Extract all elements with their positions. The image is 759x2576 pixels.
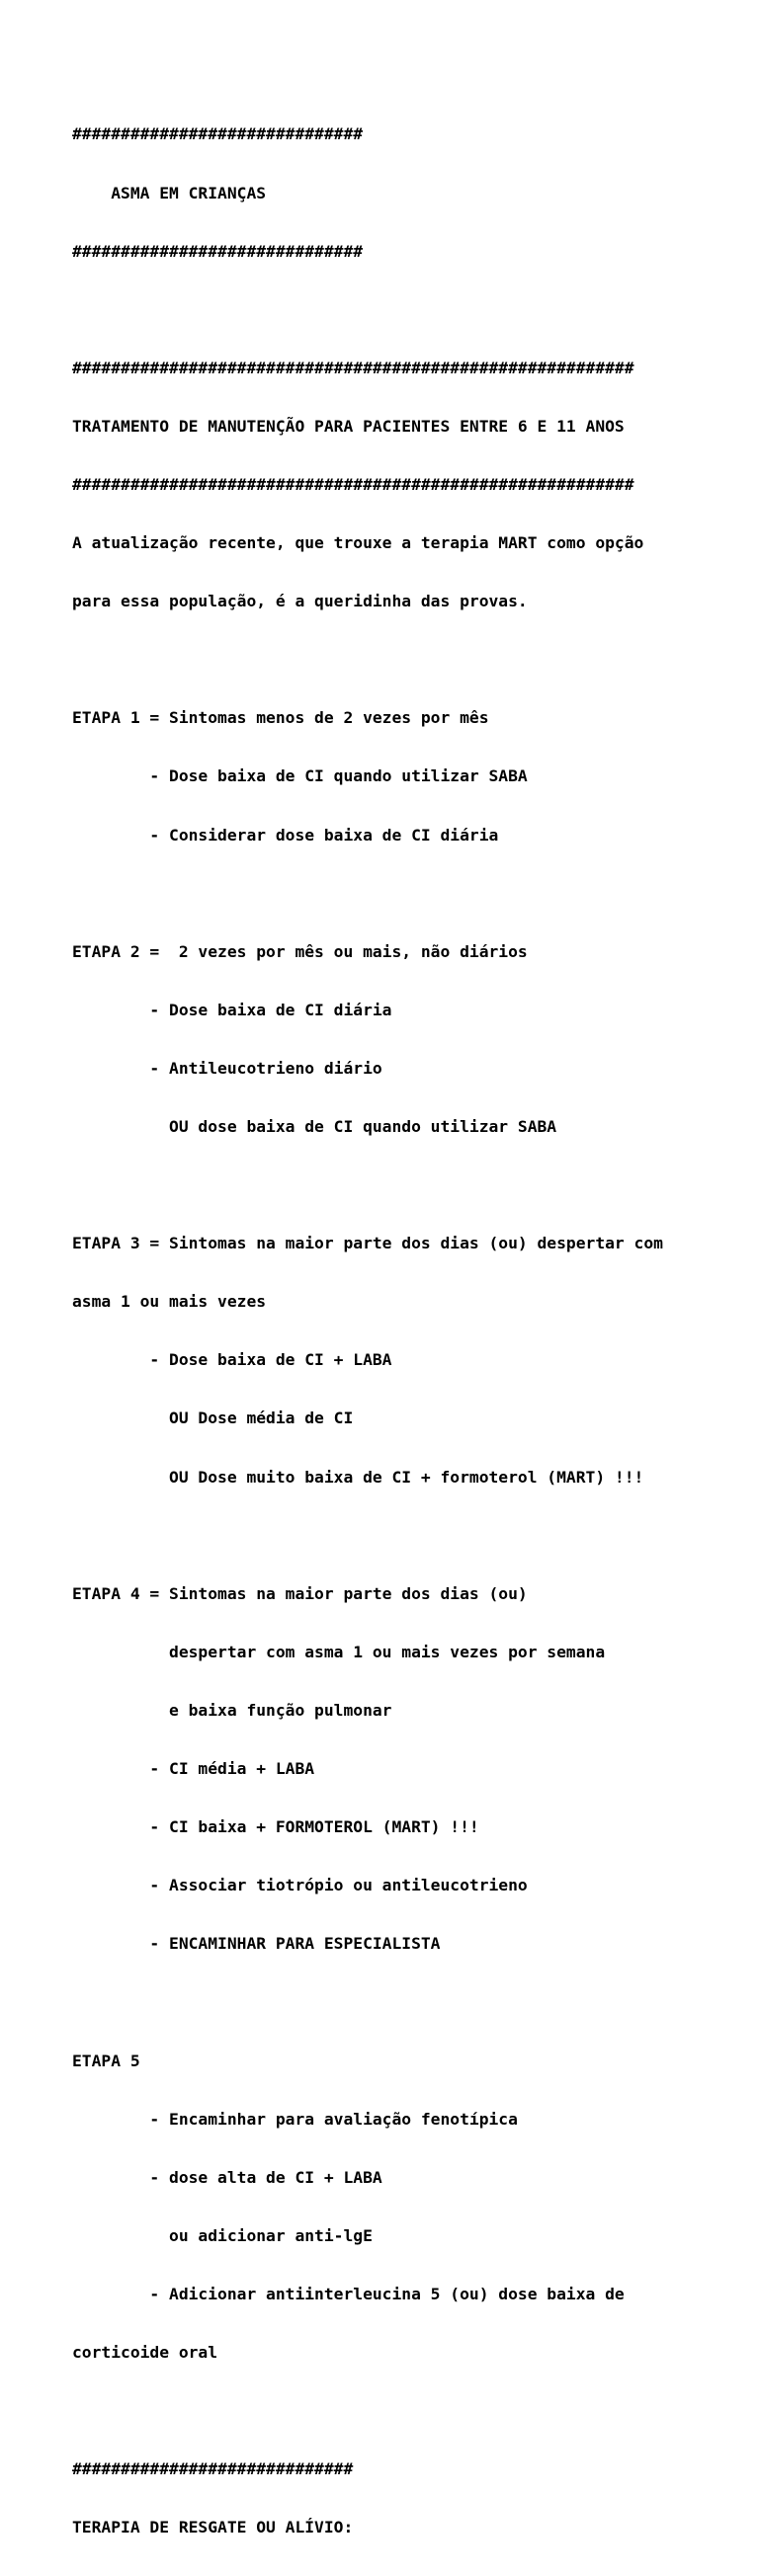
etapa-3-heading-continued: asma 1 ou mais vezes (72, 1292, 267, 1312)
etapa-4-heading-continued: e baixa função pulmonar (72, 1700, 392, 1720)
blank-line (72, 1526, 663, 1546)
etapa-3-heading: ETAPA 3 = Sintomas na maior parte dos dias (ou) despertar com (72, 1234, 663, 1253)
etapa-5-heading: ETAPA 5 (72, 2051, 140, 2070)
etapa-1-item: - Considerar dose baixa de CI diária (72, 825, 499, 845)
etapa-5-item-continued: corticoide oral (72, 2342, 218, 2362)
blank-line (72, 884, 663, 904)
etapa-1-item: - Dose baixa de CI quando utilizar SABA (72, 766, 528, 786)
title-rule-bottom: ############################## (72, 241, 364, 261)
blank-line (72, 300, 663, 320)
etapa-4-item: - Associar tiotrópio ou antileucotrieno (72, 1876, 528, 1895)
etapa-3-item: OU Dose média de CI (72, 1409, 354, 1428)
blank-line (72, 1992, 663, 2012)
etapa-2-item: - Antileucotrieno diário (72, 1058, 382, 1078)
document-body (72, 86, 663, 2576)
etapa-5-item: - Encaminhar para avaliação fenotípica (72, 2109, 518, 2129)
blank-line (72, 650, 663, 670)
blank-line (72, 2401, 663, 2421)
etapa-4-heading: ETAPA 4 = Sintomas na maior parte dos dias (ou) (72, 1583, 528, 1603)
etapa-4-heading-continued: despertar com asma 1 ou mais vezes por semana (72, 1642, 606, 1661)
rescue-rule: ############################# (72, 2459, 354, 2479)
etapa-4-item: - CI baixa + FORMOTEROL (MART) !!! (72, 1817, 479, 1837)
etapa-5-item: - Adicionar antiinterleucina 5 (ou) dose baixa de (72, 2284, 625, 2303)
etapa-3-item: OU Dose muito baixa de CI + formoterol (MART) !!! (72, 1467, 644, 1487)
document-title: ASMA EM CRIANÇAS (72, 183, 267, 202)
etapa-4-item: - CI média + LABA (72, 1759, 315, 1779)
section-rule-bottom: ########################################################## (72, 474, 634, 494)
title-rule-top: ############################## (72, 124, 364, 144)
intro-text-line: A atualização recente, que trouxe a terapia MART como opção (72, 533, 644, 553)
etapa-2-item: - Dose baixa de CI diária (72, 1000, 392, 1019)
section-rule-top: ########################################################## (72, 358, 634, 377)
etapa-5-item: - dose alta de CI + LABA (72, 2167, 382, 2187)
etapa-2-heading: ETAPA 2 = 2 vezes por mês ou mais, não diários (72, 941, 528, 961)
rescue-heading: TERAPIA DE RESGATE OU ALÍVIO: (72, 2518, 354, 2537)
etapa-2-item: OU dose baixa de CI quando utilizar SABA (72, 1117, 557, 1136)
etapa-3-item: - Dose baixa de CI + LABA (72, 1350, 392, 1370)
blank-line (72, 1175, 663, 1195)
intro-text-line: para essa população, é a queridinha das provas. (72, 592, 528, 611)
etapa-1-heading: ETAPA 1 = Sintomas menos de 2 vezes por mês (72, 708, 489, 728)
section-heading: TRATAMENTO DE MANUTENÇÃO PARA PACIENTES ENTRE 6 E 11 ANOS (72, 416, 625, 436)
etapa-5-item: ou adicionar anti-lgE (72, 2225, 373, 2245)
etapa-4-item: - ENCAMINHAR PARA ESPECIALISTA (72, 1934, 441, 1954)
